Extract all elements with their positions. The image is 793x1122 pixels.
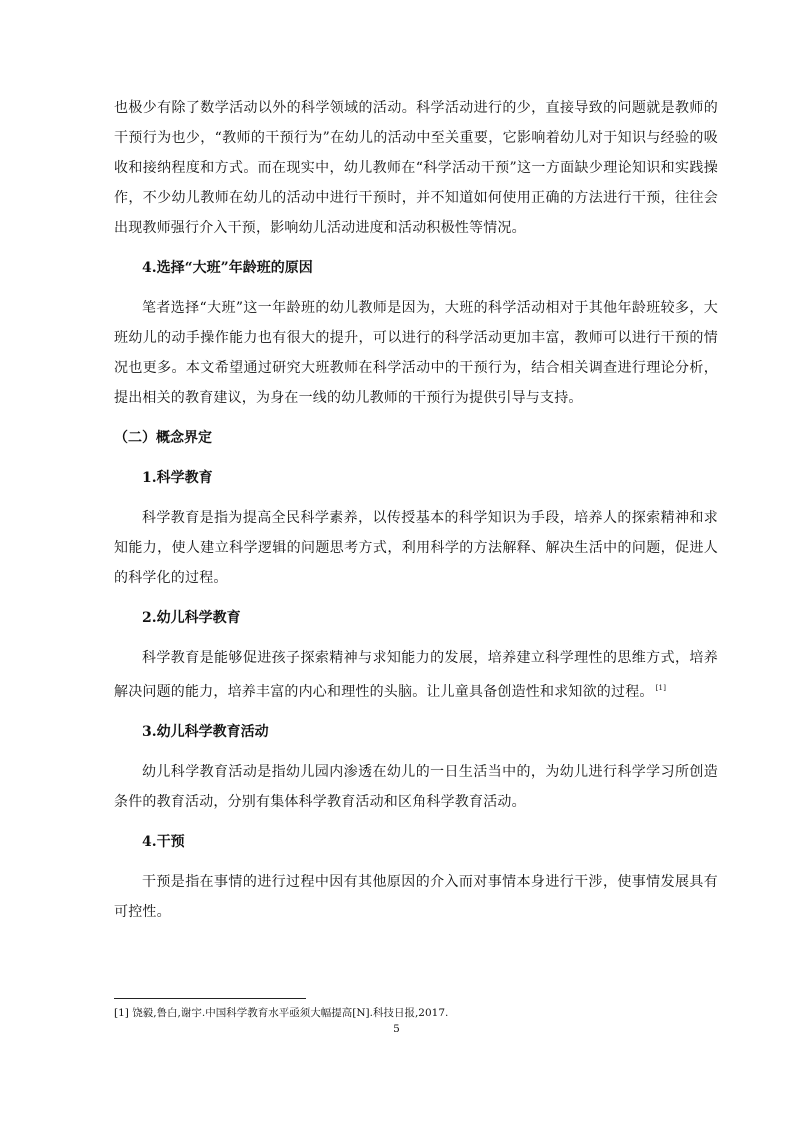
paragraph-continued: 也极少有除了数学活动以外的科学领域的活动。科学活动进行的少，直接导致的问题就是教师的干预行为也少，“教师的干预行为”在幼儿的活动中至关重要，它影响着幼儿对于知识与经验的吸收和接纳程度和方式。而在现实中，幼儿教师在“科学活动干预”这一方面缺少理论知识和实践操作，不少幼儿教师在幼儿的活动中进行干预时，并不知道如何使用正确的方法进行干预，往往会出现教师强行介入干预，影响幼儿活动进度和活动积极性等情况。 — [114, 100, 718, 236]
paragraph-child-science-activities: 幼儿科学教育活动是指幼儿园内渗透在幼儿的一日生活当中的，为幼儿进行科学学习所创造条件的教育活动，分别有集体科学教育活动和区角科学教育活动。 — [114, 764, 718, 810]
footnote-reference[interactable]: [1] — [655, 684, 667, 692]
paragraph-intervention: 干预是指在事情的进行过程中因有其他原因的介入而对事情本身进行干涉，使事情发展具有可控性。 — [114, 874, 718, 920]
paragraph-child-science-education — [114, 643, 718, 707]
heading-intervention: 4.干预 — [142, 834, 185, 850]
footnote: [1] 饶毅,鲁白,谢宇.中国科学教育水平亟须大幅提高[N].科技日报,2017. — [114, 1007, 449, 1019]
heading-child-science-activities: 3.幼儿科学教育活动 — [142, 724, 269, 740]
paragraph-text: 科学教育是能够促进孩子探索精神与求知能力的发展，培养建立科学理性的思维方式，培养解决问题的能力，培养丰富的内心和理性的头脑。让儿童具备创造性和求知欲的过程。 — [114, 650, 718, 700]
paragraph-science-education: 科学教育是指为提高全民科学素养，以传授基本的科学知识为手段，培养人的探索精神和求知能力，使人建立科学逻辑的问题思考方式，利用科学的方法解释、解决生活中的问题，促进人的科学化的过程。 — [114, 510, 718, 586]
heading-science-education: 1.科学教育 — [142, 470, 213, 486]
heading-child-science-education: 2.幼儿科学教育 — [142, 610, 241, 626]
footnote-divider — [114, 998, 306, 999]
page-number: 5 — [393, 1023, 400, 1035]
paragraph-reason: 笔者选择“大班”这一年龄班的幼儿教师是因为，大班的科学活动相对于其他年龄班较多，大班幼儿的动手操作能力也有很大的提升，可以进行的科学活动更加丰富，教师可以进行干预的情况也更多。本文希望通过研究大班教师在科学活动中的干预行为，结合相关调查进行理论分析，提出相关的教育建议，为身在一线的幼儿教师的干预行为提供引导与支持。 — [114, 300, 718, 406]
body-text — [114, 93, 718, 927]
heading-reason-senior-class: 4.选择“大班”年龄班的原因 — [142, 260, 313, 276]
section-heading-concepts: （二）概念界定 — [114, 430, 212, 446]
